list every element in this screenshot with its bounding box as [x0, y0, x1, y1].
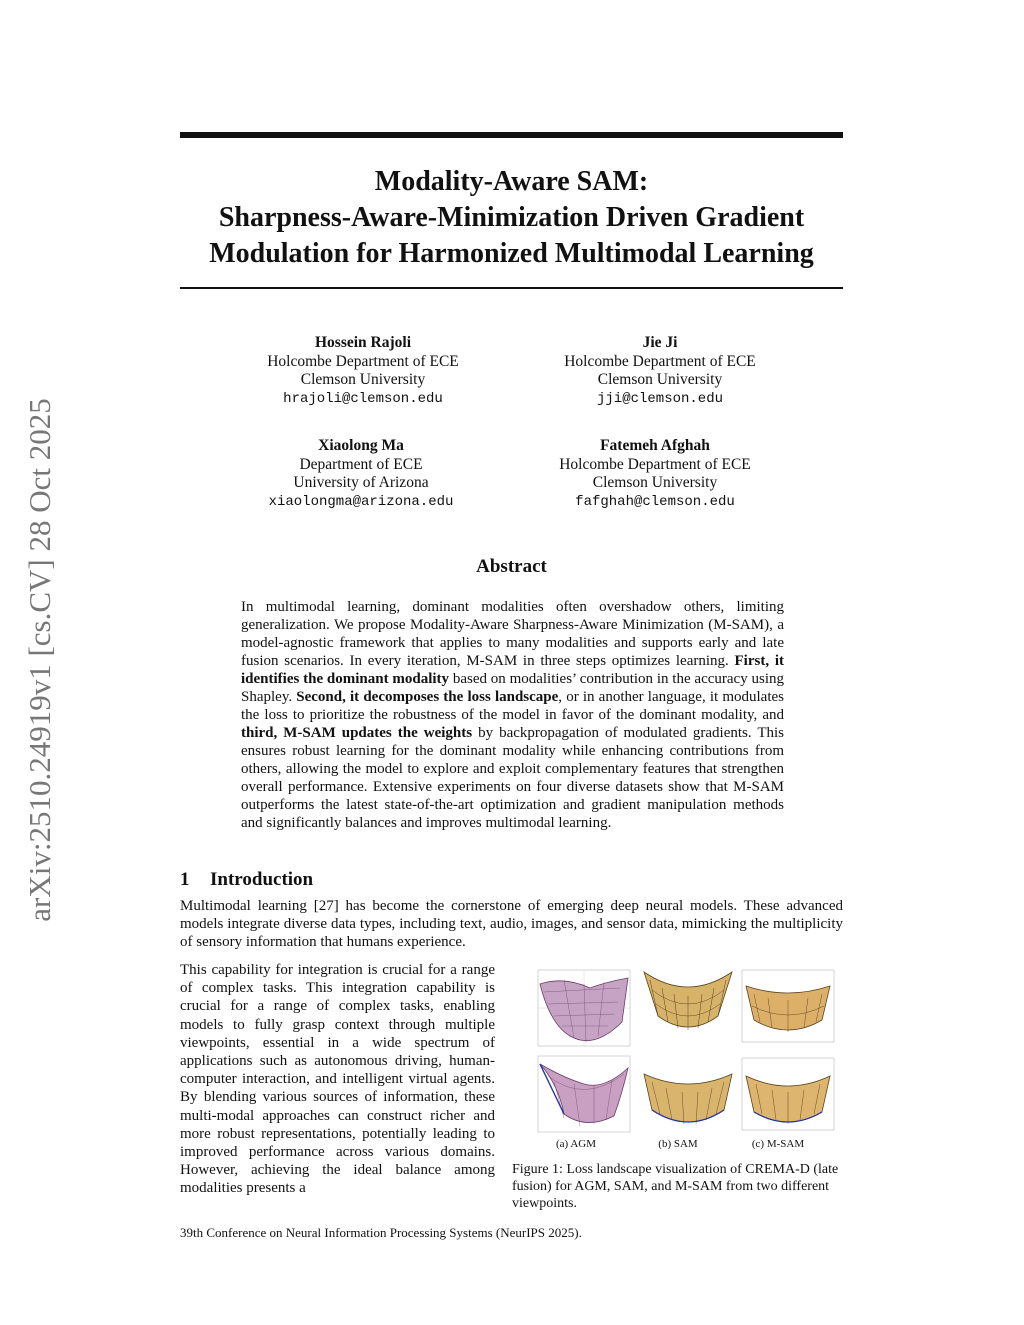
subcaption-msam: (c) M-SAM	[751, 1138, 805, 1150]
abstract-bold-3: third, M-SAM updates the weights	[241, 725, 473, 741]
author-name: Fatemeh Afghah	[600, 437, 710, 454]
title-rule-bottom	[180, 287, 843, 289]
figure-1-caption	[512, 1161, 843, 1212]
arxiv-side-stamp	[8, 365, 72, 955]
loss-surface-msam-view-1	[738, 966, 838, 1048]
author-dept: Holcombe Department of ECE	[564, 352, 756, 370]
author-block-2	[530, 334, 790, 408]
abstract-text-3: , or in another language, it modulates the loss to prioritize the robustness of the model in favor of the dominant modality, and	[241, 689, 784, 723]
title-rule-top	[180, 132, 843, 138]
section-heading-introduction	[180, 869, 313, 891]
abstract-bold-1: First, it identifies the dominant modality	[241, 653, 784, 687]
author-name: Jie Ji	[642, 334, 678, 351]
author-univ: University of Arizona	[293, 474, 429, 491]
section-title: Introduction	[210, 869, 314, 890]
loss-surface-msam-view-2	[738, 1054, 838, 1136]
abstract-text-4: by backpropagation of modulated gradients. This ensures robust learning for the dominant modality while enhancing contributions from others, allowing the model to explore and exploit complementary features that strengthen overall performance. Extensive experiments on four diverse datasets show that M-SAM outperforms the latest state-of-the-art optimization and gradient manipulation methods and significantly balances and improves multimodal learning.	[241, 725, 784, 831]
abstract-bold-2: Second, it decomposes the loss landscape	[296, 689, 559, 705]
author-name: Hossein Rajoli	[314, 334, 412, 351]
author-univ: Clemson University	[300, 371, 426, 388]
loss-surface-agm-view-1	[534, 968, 634, 1050]
author-dept: Holcombe Department of ECE	[559, 455, 751, 473]
section-number: 1	[180, 869, 190, 890]
title-line-2: Sharpness-Aware-Minimization Driven Gradient	[218, 202, 805, 233]
subcaption-agm: (a) AGM	[555, 1138, 597, 1150]
loss-surface-sam-view-1	[638, 966, 738, 1048]
subcaption-sam: (b) SAM	[658, 1138, 698, 1150]
intro-paragraph-1: Multimodal learning [27] has become the cornerstone of emerging deep neural models. These advanced models integrate diverse data types, including text, audio, images, and sensor data, mimicking the multiplicity of sensory information that humans experience.	[180, 898, 843, 950]
conference-footnote: 39th Conference on Neural Information Processing Systems (NeurIPS 2025).	[180, 1225, 582, 1240]
author-dept: Department of ECE	[299, 455, 423, 473]
paper-title	[180, 164, 843, 272]
author-dept: Holcombe Department of ECE	[267, 352, 459, 370]
abstract-heading: Abstract	[476, 556, 547, 577]
author-block-1	[233, 334, 493, 408]
author-block-3	[231, 437, 491, 511]
author-univ: Clemson University	[592, 474, 718, 491]
author-email[interactable]: fafghah@clemson.edu	[575, 493, 735, 510]
author-name: Xiaolong Ma	[318, 437, 404, 454]
abstract-body	[241, 598, 784, 832]
author-email[interactable]: jji@clemson.edu	[596, 390, 724, 407]
author-email[interactable]: xiaolongma@arizona.edu	[268, 493, 454, 510]
title-line-3: Modulation for Harmonized Multimodal Learning	[209, 238, 814, 269]
caption-label: Figure 1:	[512, 1162, 563, 1177]
arxiv-stamp-text: arXiv:2510.24919v1 [cs.CV] 28 Oct 2025	[22, 398, 57, 922]
caption-text: Loss landscape visualization of CREMA-D (late fusion) for AGM, SAM, and M-SAM from two different viewpoints.	[512, 1162, 839, 1211]
intro-paragraph-2: This capability for integration is crucial for a range of complex tasks. This integration capability is crucial for a range of complex tasks, enabling models to fully grasp context through multiple viewpoints, essential in a wide spectrum of applications such as autonomous driving, human-computer interaction, and intelligent virtual agents. By blending various sources of information, these multi-modal approaches can construct richer and more robust representations, potentially leading to improved performance across various domains. However, achieving the ideal balance among modalities presents a	[180, 962, 495, 1197]
abstract-text-1: In multimodal learning, dominant modalities often overshadow others, limiting generalization. We propose Modality-Aware Sharpness-Aware Minimization (M-SAM), a model-agnostic framework that applies to many modalities and supports early and late fusion scenarios. In every iteration, M-SAM in three steps optimizes learning.	[241, 599, 784, 669]
figure-1	[512, 966, 843, 1156]
author-email[interactable]: hrajoli@clemson.edu	[283, 390, 443, 407]
abstract-text-2: based on modalities’ contribution in the accuracy using Shapley.	[241, 671, 784, 705]
loss-surface-sam-view-2	[638, 1054, 738, 1136]
author-block-4	[525, 437, 785, 511]
title-line-1: Modality-Aware SAM:	[374, 166, 649, 197]
author-univ: Clemson University	[597, 371, 723, 388]
loss-surface-agm-view-2	[534, 1054, 634, 1136]
